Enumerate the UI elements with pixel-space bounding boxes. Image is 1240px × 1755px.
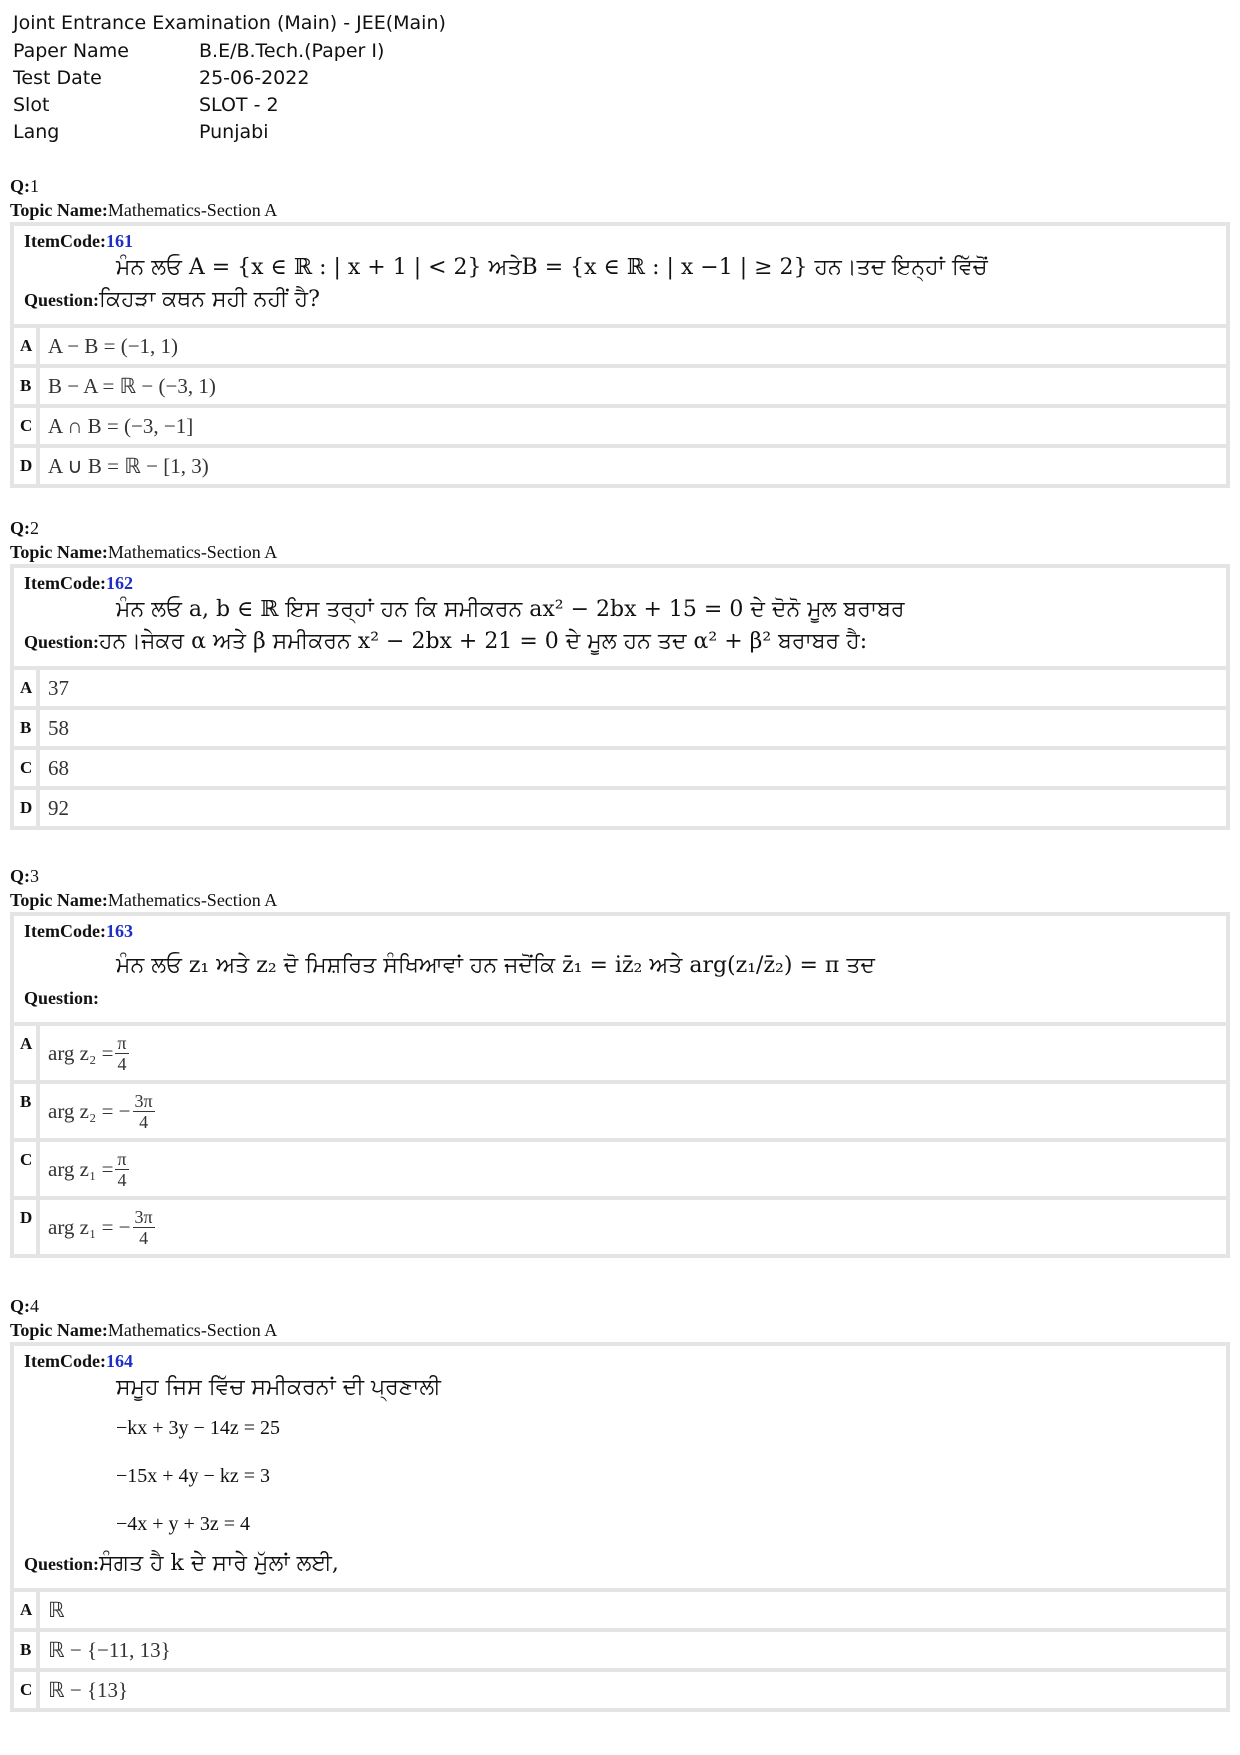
option-text: 58 xyxy=(48,715,69,740)
question-stem: ਮੰਨ ਲਓ A = {x ∈ ℝ : | x + 1 | < 2} ਅਤੇB = {x ∈ ℝ : | x −1 | ≥ 2} ਹਨ।ਤਦ ਇਨ੍ਹਾਂ ਵਿੱਚੋਂ xyxy=(116,255,988,280)
question-2 xyxy=(10,516,1230,830)
option-d[interactable]: D 92 xyxy=(14,790,1226,826)
item-code: ItemCode:163 xyxy=(24,921,133,941)
option-text: ℝ − {13} xyxy=(48,1677,129,1702)
question-box xyxy=(10,1342,1230,1712)
meta-row-paper xyxy=(13,38,446,65)
meta-row-slot xyxy=(13,92,446,119)
question-label: Question: xyxy=(24,988,100,1008)
meta-key: Paper Name xyxy=(13,40,129,62)
option-text: 92 xyxy=(48,795,69,820)
option-c[interactable]: C A ∩ B = (−3, −1] xyxy=(14,408,1226,444)
option-text: A − B = (−1, 1) xyxy=(48,333,179,358)
option-a[interactable]: A ℝ xyxy=(14,1592,1226,1628)
topic-name: Topic Name:Mathematics-Section A xyxy=(10,890,278,910)
option-text: A ∪ B = ℝ − [1, 3) xyxy=(48,453,209,478)
question-number: Q:1 xyxy=(10,176,39,196)
option-a[interactable]: A A − B = (−1, 1) xyxy=(14,328,1226,364)
question-box xyxy=(10,222,1230,488)
option-prefix: arg z₁ = − xyxy=(48,1214,131,1239)
option-text: ℝ − {−11, 13} xyxy=(48,1637,171,1662)
item-code: ItemCode:162 xyxy=(24,573,133,593)
question-1 xyxy=(10,174,1230,488)
item-code: ItemCode:161 xyxy=(24,231,133,251)
equation-line: −15x + 4y − kz = 3 xyxy=(116,1465,270,1487)
exam-header xyxy=(13,10,446,146)
topic-name: Topic Name:Mathematics-Section A xyxy=(10,1320,278,1340)
question-cell xyxy=(14,916,1226,1022)
meta-value: Punjabi xyxy=(199,121,269,143)
option-text: B − A = ℝ − (−3, 1) xyxy=(48,373,216,398)
equation-line: −kx + 3y − 14z = 25 xyxy=(116,1417,280,1439)
meta-value: 25-06-2022 xyxy=(199,67,310,89)
meta-value: B.E/B.Tech.(Paper I) xyxy=(199,40,385,62)
question-text: ਕਿਹੜਾ ਕਥਨ ਸਹੀ ਨਹੀਂ ਹੈ? xyxy=(99,287,320,312)
option-c[interactable]: C arg z₁ = $\frac{\pi}{4}$ xyxy=(14,1142,1226,1196)
option-b[interactable]: B ℝ − {−11, 13} xyxy=(14,1632,1226,1668)
exam-title: Joint Entrance Examination (Main) - JEE(Main) xyxy=(13,12,446,34)
question-cell xyxy=(14,1346,1226,1588)
meta-key: Test Date xyxy=(13,67,102,89)
meta-key: Slot xyxy=(13,94,50,116)
option-a[interactable]: A 37 xyxy=(14,670,1226,706)
question-box xyxy=(10,912,1230,1258)
question-box xyxy=(10,564,1230,830)
option-d[interactable]: D arg z₁ = − $\frac{3\pi}{4}$ xyxy=(14,1200,1226,1254)
option-d[interactable]: D A ∪ B = ℝ − [1, 3) xyxy=(14,448,1226,484)
option-text: ℝ xyxy=(48,1597,65,1622)
question-stem: ਮੰਨ ਲਓ a, b ∈ ℝ ਇਸ ਤਰ੍ਹਾਂ ਹਨ ਕਿ ਸਮੀਕਰਨ ax² − 2bx + 15 = 0 ਦੇ ਦੋਨੋ ਮੂਲ ਬਰਾਬਰ xyxy=(116,597,905,622)
meta-row-lang xyxy=(13,119,446,146)
question-label: Question: xyxy=(24,290,100,310)
fraction: $\frac{\pi}{4}$ xyxy=(117,1148,127,1190)
option-b[interactable]: B B − A = ℝ − (−3, 1) xyxy=(14,368,1226,404)
option-c[interactable]: C ℝ − {13} xyxy=(14,1672,1226,1708)
topic-name: Topic Name:Mathematics-Section A xyxy=(10,200,278,220)
option-a[interactable]: A arg z₂ = $\frac{\pi}{4}$ xyxy=(14,1026,1226,1080)
question-number: Q:2 xyxy=(10,518,39,538)
meta-value: SLOT - 2 xyxy=(199,94,279,116)
option-text: A ∩ B = (−3, −1] xyxy=(48,413,194,438)
question-3 xyxy=(10,864,1230,1258)
question-cell xyxy=(14,226,1226,324)
question-4 xyxy=(10,1294,1230,1712)
option-c[interactable]: C 68 xyxy=(14,750,1226,786)
fraction: $\frac{\pi}{4}$ xyxy=(117,1032,127,1074)
question-text: ਸੰਗਤ ਹੈ k ਦੇ ਸਾਰੇ ਮੁੱਲਾਂ ਲਈ, xyxy=(99,1551,339,1576)
question-text: ਹਨ।ਜੇਕਰ α ਅਤੇ β ਸਮੀਕਰਨ x² − 2bx + 21 = 0 ਦੇ ਮੂਲ ਹਨ ਤਦ α² + β² ਬਰਾਬਰ ਹੈ: xyxy=(99,629,868,654)
topic-name: Topic Name:Mathematics-Section A xyxy=(10,542,278,562)
question-label: Question: xyxy=(24,1554,100,1574)
option-b[interactable]: B arg z₂ = − $\frac{3\pi}{4}$ xyxy=(14,1084,1226,1138)
option-b[interactable]: B 58 xyxy=(14,710,1226,746)
option-text: 37 xyxy=(48,675,69,700)
equation-line: −4x + y + 3z = 4 xyxy=(116,1513,250,1535)
meta-row-date xyxy=(13,65,446,92)
question-number: Q:4 xyxy=(10,1296,39,1316)
question-stem: ਸਮੂਹ ਜਿਸ ਵਿੱਚ ਸਮੀਕਰਨਾਂ ਦੀ ਪ੍ਰਣਾਲੀ xyxy=(116,1375,441,1400)
fraction: $\frac{3\pi}{4}$ xyxy=(134,1206,153,1248)
item-code: ItemCode:164 xyxy=(24,1351,133,1371)
meta-key: Lang xyxy=(13,121,60,143)
question-stem: ਮੰਨ ਲਓ z₁ ਅਤੇ z₂ ਦੋ ਮਿਸ਼ਰਿਤ ਸੰਖਿਆਵਾਂ ਹਨ ਜਦੋਂਕਿ z̄₁ = iz̄₂ ਅਤੇ arg(z₁/z̄₂) = π ਤਦ xyxy=(116,953,875,978)
question-number: Q:3 xyxy=(10,866,39,886)
option-prefix: arg z₂ = − xyxy=(48,1098,131,1123)
option-prefix: arg z₂ = xyxy=(48,1040,114,1065)
option-text: 68 xyxy=(48,755,69,780)
question-cell xyxy=(14,568,1226,666)
option-prefix: arg z₁ = xyxy=(48,1156,114,1181)
fraction: $\frac{3\pi}{4}$ xyxy=(134,1090,153,1132)
question-label: Question: xyxy=(24,632,100,652)
